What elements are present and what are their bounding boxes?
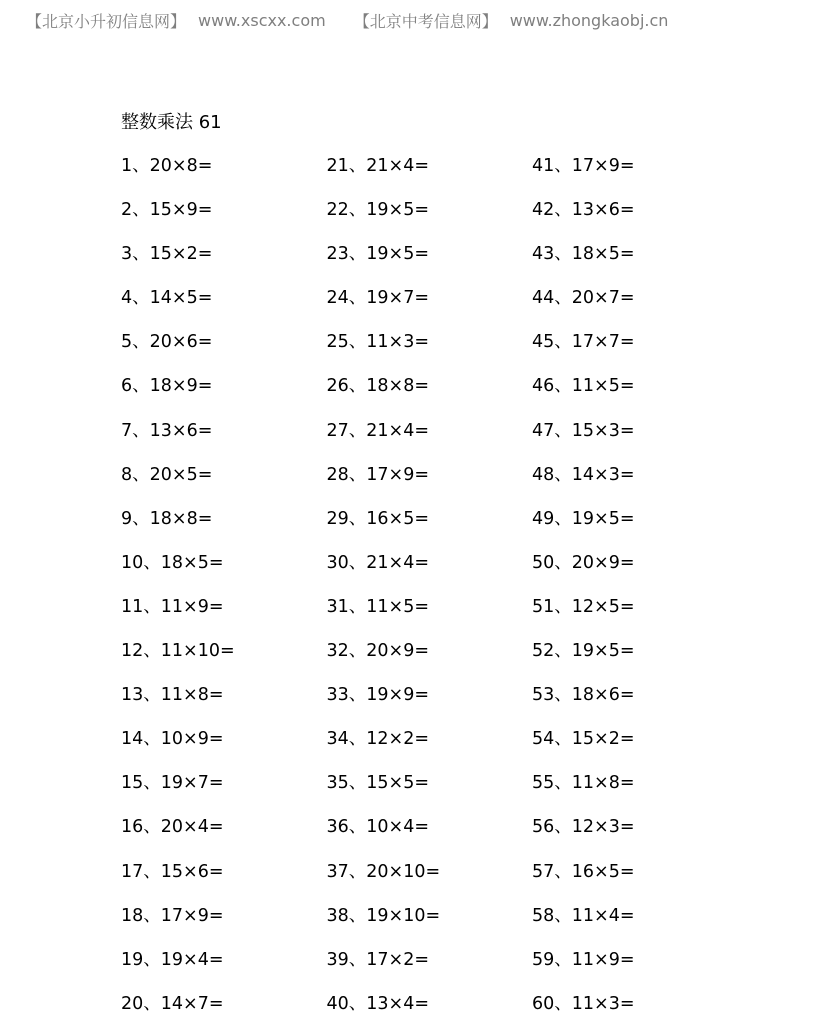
problem-item: 37、20×10= (326, 861, 441, 882)
problem-item: 36、10×4= (326, 817, 429, 838)
site1-label: 【北京小升初信息网】 (26, 11, 187, 31)
problem-item: 57、16×5= (532, 861, 635, 882)
problem-item: 51、12×5= (532, 596, 635, 617)
site1-url[interactable]: www.xscxx.com (198, 10, 326, 30)
problem-row (121, 153, 741, 197)
problem-item: 59、11×9= (532, 949, 635, 970)
problem-item: 16、20×4= (121, 817, 224, 838)
problem-item: 17、15×6= (121, 861, 224, 882)
problem-row (121, 947, 741, 991)
problem-item: 29、16×5= (326, 508, 429, 529)
problem-row (121, 506, 741, 550)
problem-item: 34、12×2= (326, 729, 429, 750)
problem-item: 58、11×4= (532, 905, 635, 926)
problem-item: 11、11×9= (121, 596, 224, 617)
problem-item: 41、17×9= (532, 156, 635, 176)
problem-row (121, 991, 741, 1035)
problem-item: 40、13×4= (326, 993, 429, 1014)
problem-item: 43、18×5= (532, 244, 635, 265)
problem-row (121, 726, 741, 770)
page-header (26, 8, 829, 32)
problem-item: 32、20×9= (326, 641, 429, 662)
problem-item: 31、11×5= (326, 596, 429, 617)
problem-item: 26、18×8= (326, 376, 429, 397)
problem-item: 30、21×4= (326, 552, 429, 573)
problem-item: 52、19×5= (532, 641, 635, 662)
problem-item: 22、19×5= (326, 200, 429, 221)
problem-item: 56、12×3= (532, 817, 635, 838)
problem-item: 8、20×5= (121, 464, 213, 485)
problem-item: 48、14×3= (532, 464, 635, 485)
problem-item: 53、18×6= (532, 685, 635, 706)
problem-row (121, 903, 741, 947)
problem-item: 33、19×9= (326, 685, 429, 706)
problem-item: 42、13×6= (532, 200, 635, 221)
problem-row (121, 814, 741, 858)
problem-item: 10、18×5= (121, 552, 224, 573)
problem-item: 3、15×2= (121, 244, 213, 265)
problem-row (121, 682, 741, 726)
problem-item: 6、18×9= (121, 376, 213, 397)
problem-item: 2、15×9= (121, 200, 213, 221)
problem-row (121, 329, 741, 373)
problem-item: 18、17×9= (121, 905, 224, 926)
site2-label: 【北京中考信息网】 (353, 11, 498, 31)
problem-item: 39、17×2= (326, 949, 429, 970)
problem-row (121, 285, 741, 329)
problem-row (121, 550, 741, 594)
problem-row (121, 638, 741, 682)
problem-row (121, 594, 741, 638)
problem-item: 20、14×7= (121, 993, 224, 1014)
site2-url[interactable]: www.zhongkaobj.cn (509, 10, 669, 30)
problem-item: 54、15×2= (532, 729, 635, 750)
problem-item: 7、13×6= (121, 420, 213, 441)
problem-item: 24、19×7= (326, 288, 429, 309)
problem-grid (121, 153, 741, 1035)
problem-item: 49、19×5= (532, 508, 635, 529)
problem-item: 50、20×9= (532, 552, 635, 573)
problem-item: 1、20×8= (121, 156, 213, 176)
problem-item: 38、19×10= (326, 905, 441, 926)
problem-row (121, 373, 741, 417)
problem-row (121, 418, 741, 462)
problem-item: 13、11×8= (121, 685, 224, 706)
problem-row (121, 241, 741, 285)
problem-item: 28、17×9= (326, 464, 429, 485)
problem-item: 9、18×8= (121, 508, 213, 529)
problem-item: 25、11×3= (326, 332, 429, 353)
problem-item: 4、14×5= (121, 288, 213, 309)
problem-item: 21、21×4= (326, 156, 429, 176)
problem-item: 44、20×7= (532, 288, 635, 309)
problem-item: 45、17×7= (532, 332, 635, 353)
problem-item: 55、11×8= (532, 773, 635, 794)
worksheet-title: 整数乘法 61 (121, 112, 222, 133)
problem-item: 35、15×5= (326, 773, 429, 794)
problem-item: 19、19×4= (121, 949, 224, 970)
problem-row (121, 770, 741, 814)
problem-row (121, 462, 741, 506)
problem-item: 12、11×10= (121, 641, 235, 662)
problem-item: 23、19×5= (326, 244, 429, 265)
problem-item: 14、10×9= (121, 729, 224, 750)
problem-row (121, 859, 741, 903)
problem-item: 47、15×3= (532, 420, 635, 441)
problem-item: 27、21×4= (326, 420, 429, 441)
problem-item: 5、20×6= (121, 332, 213, 353)
problem-row (121, 197, 741, 241)
problem-item: 46、11×5= (532, 376, 635, 397)
problem-item: 60、11×3= (532, 993, 635, 1014)
problem-item: 15、19×7= (121, 773, 224, 794)
